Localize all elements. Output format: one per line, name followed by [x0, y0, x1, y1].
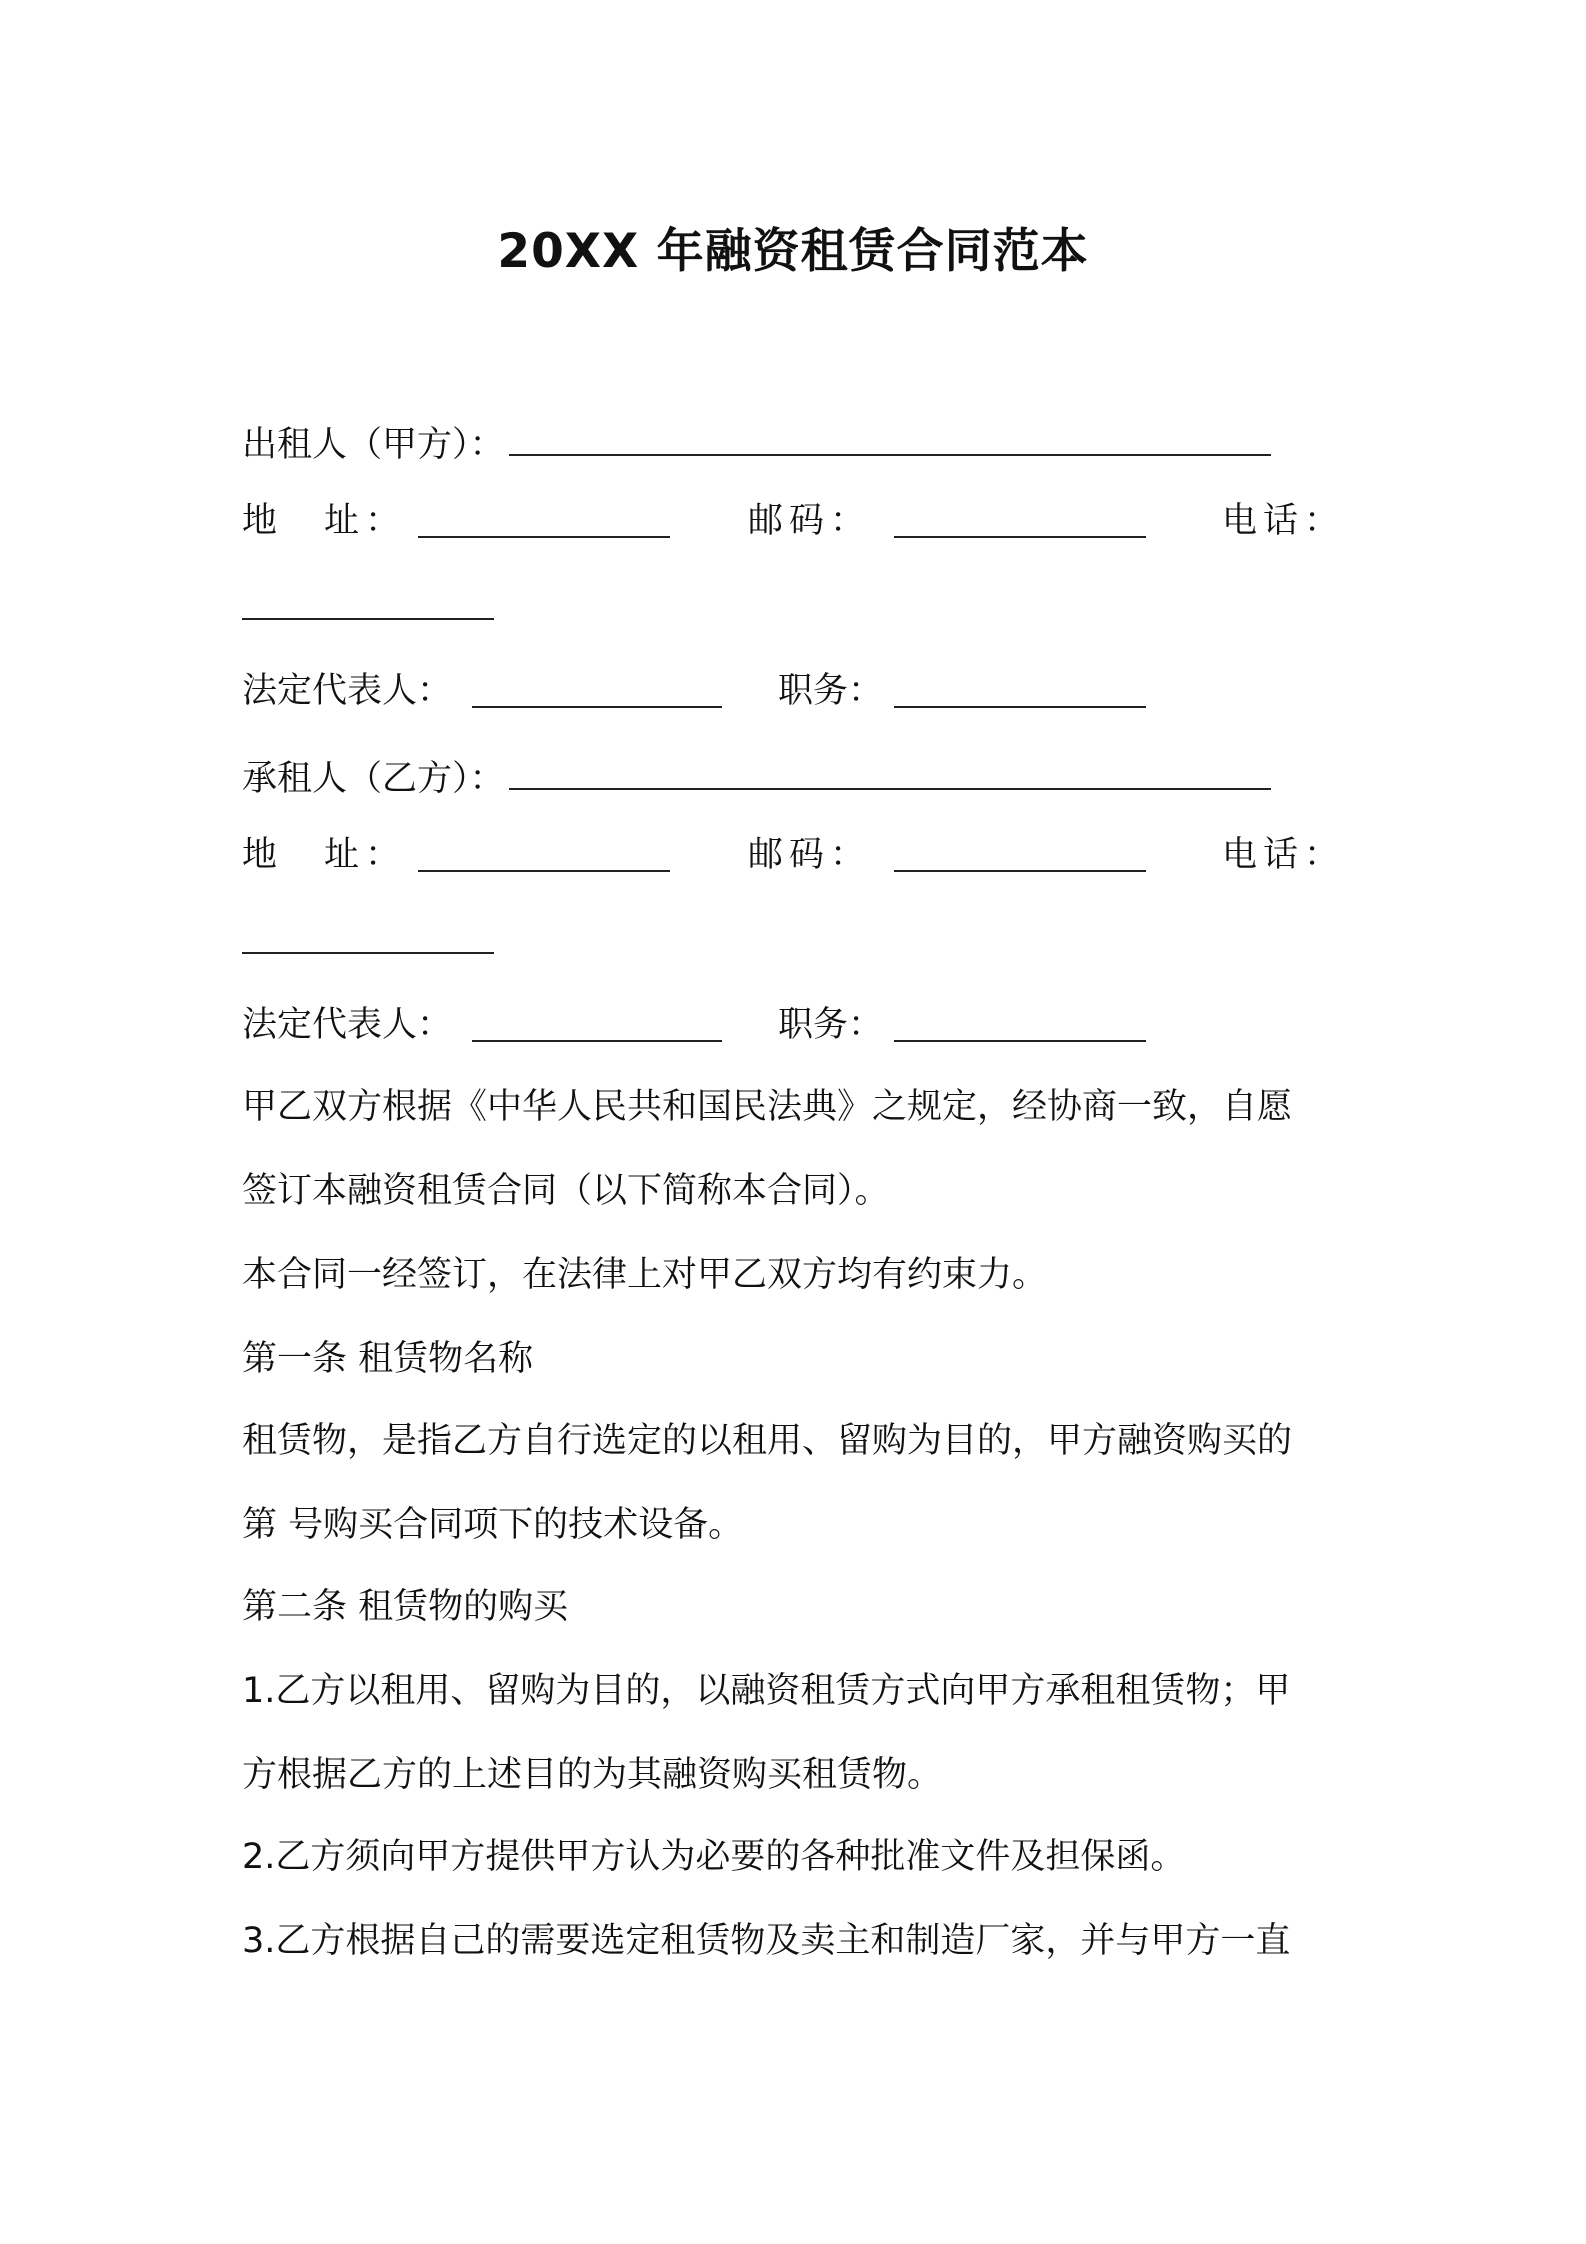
- lessee-rep-label: 法定代表人：: [242, 1005, 453, 1045]
- lessee-phone-blank[interactable]: [242, 916, 494, 954]
- paragraph-line: 3.乙方根据自己的需要选定租赁物及卖主和制造厂家，并与甲方一直: [242, 1921, 1291, 1961]
- lessee-position-blank[interactable]: [894, 1004, 1146, 1042]
- lessee-rep-row: [242, 1000, 1352, 1050]
- lessor-name-blank[interactable]: [509, 418, 1271, 456]
- lessee-contact-row: [242, 830, 1352, 880]
- paragraph-line: 租赁物，是指乙方自行选定的以租用、留购为目的，甲方融资购买的: [242, 1421, 1293, 1461]
- article-heading: 第二条 租赁物的购买: [242, 1587, 569, 1627]
- paragraph-line: 签订本融资租赁合同（以下简称本合同）。: [242, 1171, 890, 1211]
- lessor-phone-blank[interactable]: [242, 582, 494, 620]
- lessor-postcode-label: 邮码：: [748, 501, 872, 541]
- lessor-rep-blank[interactable]: [472, 670, 722, 708]
- paragraph-line: 1.乙方以租用、留购为目的，以融资租赁方式向甲方承租租赁物；甲: [242, 1671, 1291, 1711]
- lessor-phone-row: [242, 582, 494, 634]
- lessee-postcode-label: 邮码：: [748, 835, 872, 875]
- lessor-contact-row: [242, 496, 1352, 546]
- paragraph-line: 2.乙方须向甲方提供甲方认为必要的各种批准文件及担保函。: [242, 1837, 1186, 1877]
- lessor-address-label: 地 址：: [242, 501, 407, 541]
- lessee-name-blank[interactable]: [509, 752, 1271, 790]
- lessor-label: 出租人（甲方）：: [242, 425, 505, 465]
- document-title: 20XX 年融资租赁合同范本: [497, 224, 1089, 279]
- lessee-rep-blank[interactable]: [472, 1004, 722, 1042]
- lessor-position-label: 职务：: [778, 671, 884, 711]
- lessor-name-row: [242, 418, 1271, 470]
- lessee-position-label: 职务：: [778, 1005, 884, 1045]
- lessor-address-blank[interactable]: [418, 500, 670, 538]
- lessor-rep-label: 法定代表人：: [242, 671, 453, 711]
- lessee-phone-row: [242, 916, 494, 968]
- lessee-name-row: [242, 752, 1271, 804]
- paragraph-line: 本合同一经签订，在法律上对甲乙双方均有约束力。: [242, 1255, 1048, 1295]
- lessor-rep-row: [242, 666, 1352, 716]
- article-heading: 第一条 租赁物名称: [242, 1339, 534, 1379]
- lessee-address-label: 地 址：: [242, 835, 407, 875]
- lessee-address-blank[interactable]: [418, 834, 670, 872]
- paragraph-line: 甲乙双方根据《中华人民共和国民法典》之规定，经协商一致，自愿: [242, 1087, 1293, 1127]
- lessor-postcode-blank[interactable]: [894, 500, 1146, 538]
- paragraph-line: 方根据乙方的上述目的为其融资购买租赁物。: [242, 1755, 943, 1795]
- lessor-position-blank[interactable]: [894, 670, 1146, 708]
- lessee-phone-label: 电话：: [1222, 835, 1346, 875]
- lessee-postcode-blank[interactable]: [894, 834, 1146, 872]
- lessee-label: 承租人（乙方）：: [242, 759, 505, 799]
- lessor-phone-label: 电话：: [1222, 501, 1346, 541]
- paragraph-line: 第 号购买合同项下的技术设备。: [242, 1505, 744, 1545]
